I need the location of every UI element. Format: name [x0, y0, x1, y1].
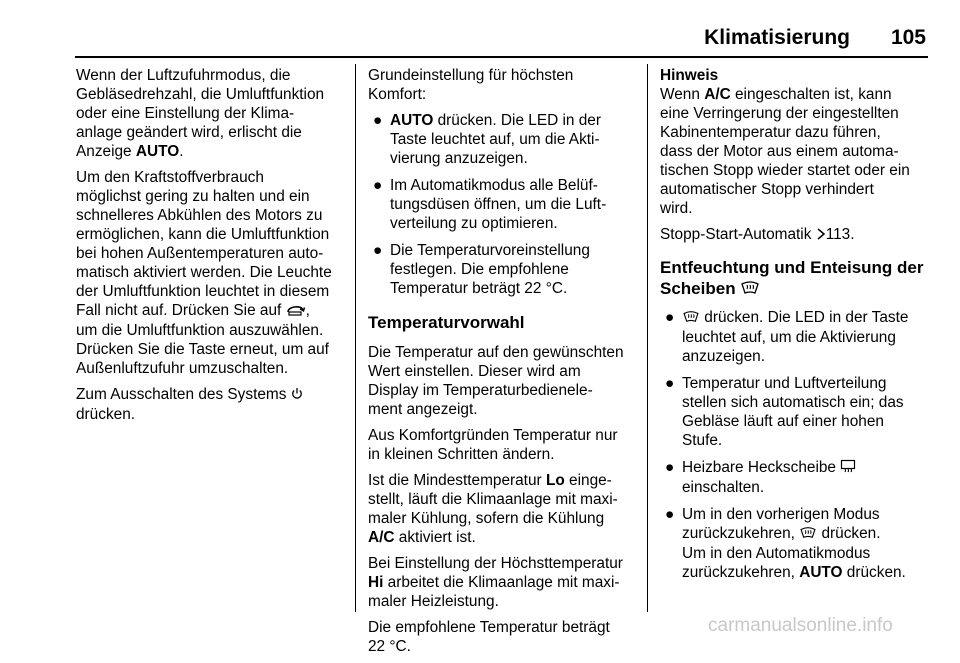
column-middle — [368, 66, 636, 663]
text-line — [682, 308, 932, 328]
windshield-defrost-icon — [740, 279, 760, 300]
text-line — [368, 471, 636, 490]
text: Ist die Mindesttemperatur — [368, 472, 546, 489]
text-line: stellen sich automatisch ein; das — [682, 394, 904, 411]
text: arbeitet die Klimaanlage mit maxi- — [383, 574, 620, 591]
recirculation-icon — [286, 302, 306, 321]
text: aktiviert ist. — [394, 529, 476, 546]
paragraph — [368, 554, 636, 611]
text-line — [682, 524, 932, 544]
page-number: 105 — [890, 26, 926, 49]
text-line: Drücken Sie die Taste erneut, um auf — [76, 341, 329, 358]
text-line: Um den Kraftstoffverbrauch — [76, 169, 264, 186]
text-line: Gebläsedrehzahl, die Umluftfunktion — [76, 86, 325, 103]
text-line — [76, 301, 348, 321]
text-line: anzuzeigen. — [682, 348, 766, 365]
text-line: maler Kühlung, sofern die Kühlung — [368, 510, 605, 527]
text: eingeschalten ist, kann — [730, 86, 892, 103]
text-line: Temperatur beträgt 22 °C. — [390, 280, 568, 297]
text-line: automatischer Stopp verhindert — [660, 181, 874, 198]
windshield-defrost-icon — [682, 309, 700, 328]
heading-line: Entfeuchtung und Enteisung der — [660, 258, 924, 277]
text-line: Wert einstellen. Dieser wird am — [368, 363, 581, 380]
text-line: bei hohen Außentemperaturen auto- — [76, 245, 324, 262]
text-line: vierung anzuzeigen. — [390, 150, 528, 167]
text-line — [682, 563, 932, 582]
windshield-defrost-icon — [799, 525, 817, 544]
watermark: carmanualsonline.info — [708, 615, 893, 636]
text-line: matisch aktiviert werden. Die Leuchte — [76, 264, 332, 281]
column-divider — [355, 64, 356, 612]
list-item — [368, 176, 636, 233]
text: drücken. — [842, 564, 906, 581]
text-line — [76, 385, 348, 405]
text-line: Display im Temperaturbedienele- — [368, 382, 593, 399]
paragraph — [368, 618, 636, 656]
bullet-icon: ● — [373, 242, 383, 259]
text: Zum Ausschalten des Systems — [76, 386, 291, 403]
text-line: verteilung zu optimieren. — [390, 215, 558, 232]
hi-label: Hi — [368, 574, 384, 591]
text-line — [390, 111, 636, 130]
text-line — [368, 528, 636, 547]
text: drücken. — [817, 525, 881, 542]
rear-window-heat-icon — [840, 459, 856, 478]
text: zurückzukehren, — [682, 525, 800, 542]
text: Wenn — [660, 86, 705, 103]
text-line: stellt, läuft die Klimaanlage mit maxi- — [368, 491, 618, 508]
text-line: Kabinentemperatur dazu führen, — [660, 124, 881, 141]
paragraph — [368, 426, 636, 464]
column-left — [76, 66, 348, 431]
auto-label: AUTO — [135, 143, 180, 160]
ac-label: A/C — [704, 86, 731, 103]
text-line: in kleinen Schritten ändern. — [368, 446, 555, 463]
text-line: Wenn der Luftzufuhrmodus, die — [76, 67, 291, 84]
text-line: Gebläse läuft auf einer hohen — [682, 413, 884, 430]
arrow-ref-icon — [816, 226, 826, 245]
cross-reference[interactable] — [660, 225, 932, 245]
text: drücken. Die LED in der — [433, 112, 601, 129]
column-divider — [647, 64, 648, 612]
text-line: oder eine Einstellung der Klima- — [76, 105, 295, 122]
auto-label: AUTO — [390, 112, 434, 129]
text-line: Außenluftzufuhr umzuschalten. — [76, 360, 289, 377]
list-item — [368, 111, 636, 168]
page-header — [75, 22, 928, 58]
text-line: Um in den Automatikmodus — [682, 545, 871, 562]
text-line — [660, 225, 932, 245]
text-line — [682, 458, 932, 478]
text-line: wird. — [660, 200, 693, 217]
auto-label: AUTO — [799, 564, 843, 581]
paragraph — [368, 471, 636, 547]
column-right — [660, 66, 932, 590]
text-line: Komfort: — [368, 86, 427, 103]
text-line: Die Temperaturvoreinstellung — [390, 242, 590, 259]
bullet-icon: ● — [665, 506, 675, 523]
text-line: eine Verringerung der eingestellten — [660, 105, 899, 122]
note-title: Hinweis — [660, 67, 719, 84]
text: Anzeige — [76, 143, 136, 160]
paragraph — [76, 385, 348, 424]
text: . — [179, 143, 184, 160]
page-title: Klimatisierung — [704, 26, 850, 49]
ac-label: A/C — [368, 529, 395, 546]
text-line: Bei Einstellung der Höchsttemperatur — [368, 555, 623, 572]
text-line: dass der Motor aus einem automa- — [660, 143, 899, 160]
list-item — [368, 241, 636, 298]
note-box — [660, 66, 932, 218]
text-line — [76, 142, 348, 161]
text: Stopp-Start-Automatik — [660, 226, 816, 243]
list-item — [660, 458, 932, 497]
text-line: Stufe. — [682, 432, 723, 449]
bullet-icon: ● — [665, 375, 675, 392]
text-line: Aus Komfortgründen Temperatur nur — [368, 427, 618, 444]
text-line: Taste leuchtet auf, um die Akti- — [390, 131, 600, 148]
paragraph — [368, 343, 636, 419]
text-line: Die Temperatur auf den gewünschten — [368, 344, 624, 361]
text: Fall nicht auf. Drücken Sie auf — [76, 302, 286, 319]
text: zurückzukehren, — [682, 564, 800, 581]
bullet-icon: ● — [665, 459, 675, 476]
text-line: anlage geändert wird, erlischt die — [76, 124, 302, 141]
text-line — [368, 573, 636, 592]
text-line: leuchtet auf, um die Aktivierung — [682, 329, 896, 346]
power-icon — [291, 386, 303, 405]
paragraph — [76, 168, 348, 378]
text: , — [305, 302, 310, 319]
text-line: schnelleres Abkühlen des Motors zu — [76, 207, 323, 224]
text-line: drücken. — [76, 406, 136, 423]
text-line: einschalten. — [682, 479, 765, 496]
header-rule — [75, 56, 928, 58]
list-item — [660, 308, 932, 366]
text-line: Um in den vorherigen Modus — [682, 506, 880, 523]
text-line: um die Umluftfunktion auszuwählen. — [76, 322, 324, 339]
text-line — [660, 85, 932, 104]
text-line: Temperatur und Luftverteilung — [682, 375, 887, 392]
text-line: ment angezeigt. — [368, 401, 478, 418]
heading-line — [660, 278, 932, 300]
text-line: festlegen. Die empfohlene — [390, 261, 569, 278]
text-line: tischen Stopp wieder startet oder ein — [660, 162, 910, 179]
text-line: der Umluftfunktion leuchtet in diesem — [76, 283, 330, 300]
section-heading: Temperaturvorwahl — [368, 313, 525, 332]
bullet-icon: ● — [373, 177, 383, 194]
text: einge- — [564, 472, 612, 489]
paragraph — [76, 66, 348, 161]
text-line: Im Automatikmodus alle Belüf- — [390, 177, 598, 194]
paragraph — [368, 66, 636, 104]
text: drücken. Die LED in der Taste — [700, 309, 909, 326]
lo-label: Lo — [545, 472, 565, 489]
text-line: tungsdüsen öffnen, um die Luft- — [390, 196, 607, 213]
text-line: maler Heizleistung. — [368, 593, 499, 610]
text-line: Grundeinstellung für höchsten — [368, 67, 574, 84]
reference-page: 113 — [825, 226, 851, 243]
section-heading — [660, 257, 932, 300]
text-line: möglichst gering zu halten und ein — [76, 188, 310, 205]
text: Heizbare Heckscheibe — [682, 459, 841, 476]
list-item — [660, 374, 932, 450]
bullet-icon: ● — [373, 112, 383, 129]
list-item — [660, 505, 932, 582]
text: Scheiben — [660, 279, 741, 298]
bullet-icon: ● — [665, 309, 675, 326]
text-line: Die empfohlene Temperatur beträgt — [368, 619, 610, 636]
text: . — [850, 226, 855, 243]
text-line: ermöglichen, kann die Umluftfunktion — [76, 226, 330, 243]
text-line: 22 °C. — [368, 638, 411, 655]
